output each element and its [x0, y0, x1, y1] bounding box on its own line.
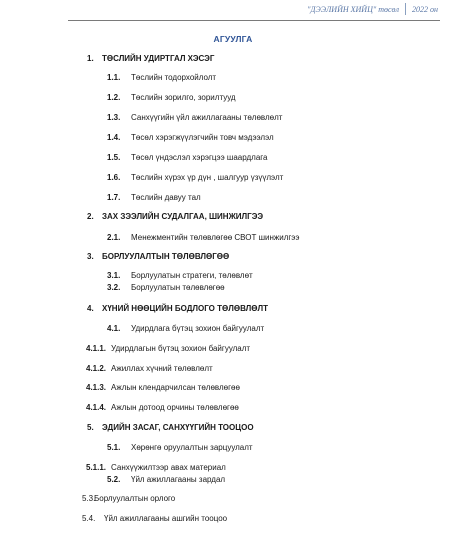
- toc-entry[interactable]: [107, 271, 253, 280]
- toc-entry[interactable]: [107, 324, 264, 333]
- toc-entry-number: 3.1.: [107, 271, 121, 280]
- toc-entry-text: Төслийн тодорхойлолт: [131, 73, 217, 82]
- toc-entry-number: 4.1.3.: [86, 383, 107, 392]
- toc-entry-text: Төсөл хэрэгжүүлэгчийн товч мэдээлэл: [131, 133, 274, 142]
- toc-entry-text: ХҮНИЙ НӨӨЦИЙН БОДЛОГО ТӨЛӨВЛӨЛТ: [102, 304, 268, 313]
- toc-entry[interactable]: [107, 475, 225, 484]
- toc-entry-text: Төслийн зорилго, зорилтууд: [131, 93, 236, 102]
- toc-entry-text: Борлуулатын стратеги, төлөвлөт: [131, 271, 253, 280]
- toc-entry-text: Хөрөнгө оруулалтын зарцуулалт: [131, 443, 253, 452]
- toc-entry[interactable]: [107, 93, 236, 102]
- header-separator: [405, 3, 406, 15]
- toc-entry-number: 1.6.: [107, 173, 121, 182]
- toc-entry-text: Үйл ажиллагааны ашгийн тооцоо: [104, 514, 228, 523]
- toc-title: АГУУЛГА: [213, 34, 253, 44]
- toc-entry[interactable]: [107, 233, 299, 242]
- header-project-title: "ДЭЭЛИЙН ХИЙЦ" төсөл: [307, 4, 400, 14]
- toc-entry-text: Санхүүгийн үйл ажиллагааны төлөвлөлт: [131, 113, 283, 122]
- toc-entry-number: 1.1.: [107, 73, 121, 82]
- page-header: [307, 3, 438, 15]
- toc-entry-text: Төсөл үндэслэл хэрэгцээ шаардлага: [131, 153, 268, 162]
- toc-entry-text: БОРЛУУЛАЛТЫН ТӨЛӨВЛӨГӨӨ: [102, 252, 230, 261]
- toc-entry[interactable]: [87, 212, 263, 221]
- toc-entry-text: Төслийн хүрэх үр дүн , шалгуур үзүүлэлт: [131, 173, 284, 182]
- toc-entry-number: 4.: [87, 304, 94, 313]
- toc-entry-number: 5.: [87, 423, 94, 432]
- toc-entry-number: 5.1.: [107, 443, 121, 452]
- toc-entry-text: Санхүүжилтээр авах материал: [111, 463, 226, 472]
- toc-entry[interactable]: [86, 403, 239, 412]
- toc-entry[interactable]: [86, 463, 226, 472]
- toc-entry[interactable]: [107, 443, 253, 452]
- toc-entry-text: Ажиллах хүчний төлөвлөлт: [111, 364, 213, 373]
- toc-entry[interactable]: [86, 364, 213, 373]
- toc-entry[interactable]: [86, 383, 240, 392]
- toc-entry-number: 5.2.: [107, 475, 121, 484]
- toc-entry[interactable]: [82, 514, 227, 523]
- toc-entry-text: ТӨСЛИЙН УДИРТГАЛ ХЭСЭГ: [102, 54, 215, 63]
- toc-entry-text: Ажлын клендарчилсан төлөвлөгөө: [111, 383, 240, 392]
- toc-entry-number: 4.1.2.: [86, 364, 107, 373]
- toc-entry-text: Ажлын дотоод орчины төлөвлөгөө: [111, 403, 239, 412]
- toc-entry-number: 3.2.: [107, 283, 121, 292]
- toc-entry-text: Борлуулатын төлөвлөгөө: [131, 283, 225, 292]
- toc-entry-text: Удирдлагын бүтэц зохион байгуулалт: [111, 344, 251, 353]
- header-year: 2022 он: [412, 4, 438, 14]
- toc-entry-text: Удирдлага бүтэц зохион байгуулалт: [131, 324, 265, 333]
- toc-entry-number: 5.1.1.: [86, 463, 107, 472]
- toc-entry-number: 1.2.: [107, 93, 121, 102]
- toc-entry[interactable]: [107, 193, 201, 202]
- toc-entry-text: Төслийн давуу тал: [131, 193, 201, 202]
- toc-entry[interactable]: [107, 73, 216, 82]
- toc-entry[interactable]: [87, 252, 229, 261]
- header-rule: [68, 20, 440, 21]
- toc-entry-number: 2.1.: [107, 233, 121, 242]
- toc-entry-number: 5.3.: [82, 494, 96, 503]
- toc-entry-number: 1.7.: [107, 193, 121, 202]
- toc-entry[interactable]: [107, 153, 267, 162]
- toc-entry-number: 1.5.: [107, 153, 121, 162]
- toc-entry[interactable]: [107, 133, 274, 142]
- toc-entry[interactable]: [107, 173, 283, 182]
- toc-entry-number: 3.: [87, 252, 94, 261]
- toc-entry-number: 4.1.: [107, 324, 121, 333]
- toc-entry-number: 2.: [87, 212, 94, 221]
- toc-entry-number: 4.1.4.: [86, 403, 107, 412]
- toc-entry[interactable]: [86, 344, 250, 353]
- toc-entry-text: ЗАХ ЗЭЭЛИЙН СУДАЛГАА, ШИНЖИЛГЭЭ: [102, 212, 264, 221]
- toc-entry[interactable]: [87, 304, 268, 313]
- toc-entry[interactable]: [107, 283, 225, 292]
- toc-entry-number: 4.1.1.: [86, 344, 107, 353]
- toc-entry-number: 1.4.: [107, 133, 121, 142]
- toc-entry-text: ЭДИЙН ЗАСАГ, САНХҮҮГИЙН ТООЦОО: [102, 423, 254, 432]
- toc-entry-number: 1.: [87, 54, 94, 63]
- toc-entry[interactable]: [107, 113, 282, 122]
- toc-entry[interactable]: [87, 423, 254, 432]
- toc-entry-text: Үйл ажиллагааны зардал: [131, 475, 226, 484]
- toc-entry[interactable]: [82, 494, 175, 503]
- toc-entry[interactable]: [87, 54, 214, 63]
- toc-entry-number: 1.3.: [107, 113, 121, 122]
- toc-entry-text: Менежментийн төлөвлөгөө СВОТ шинжилгээ: [131, 233, 300, 242]
- toc-entry-number: 5.4.: [82, 514, 96, 523]
- toc-entry-text: Борлуулалтын орлого: [94, 494, 176, 503]
